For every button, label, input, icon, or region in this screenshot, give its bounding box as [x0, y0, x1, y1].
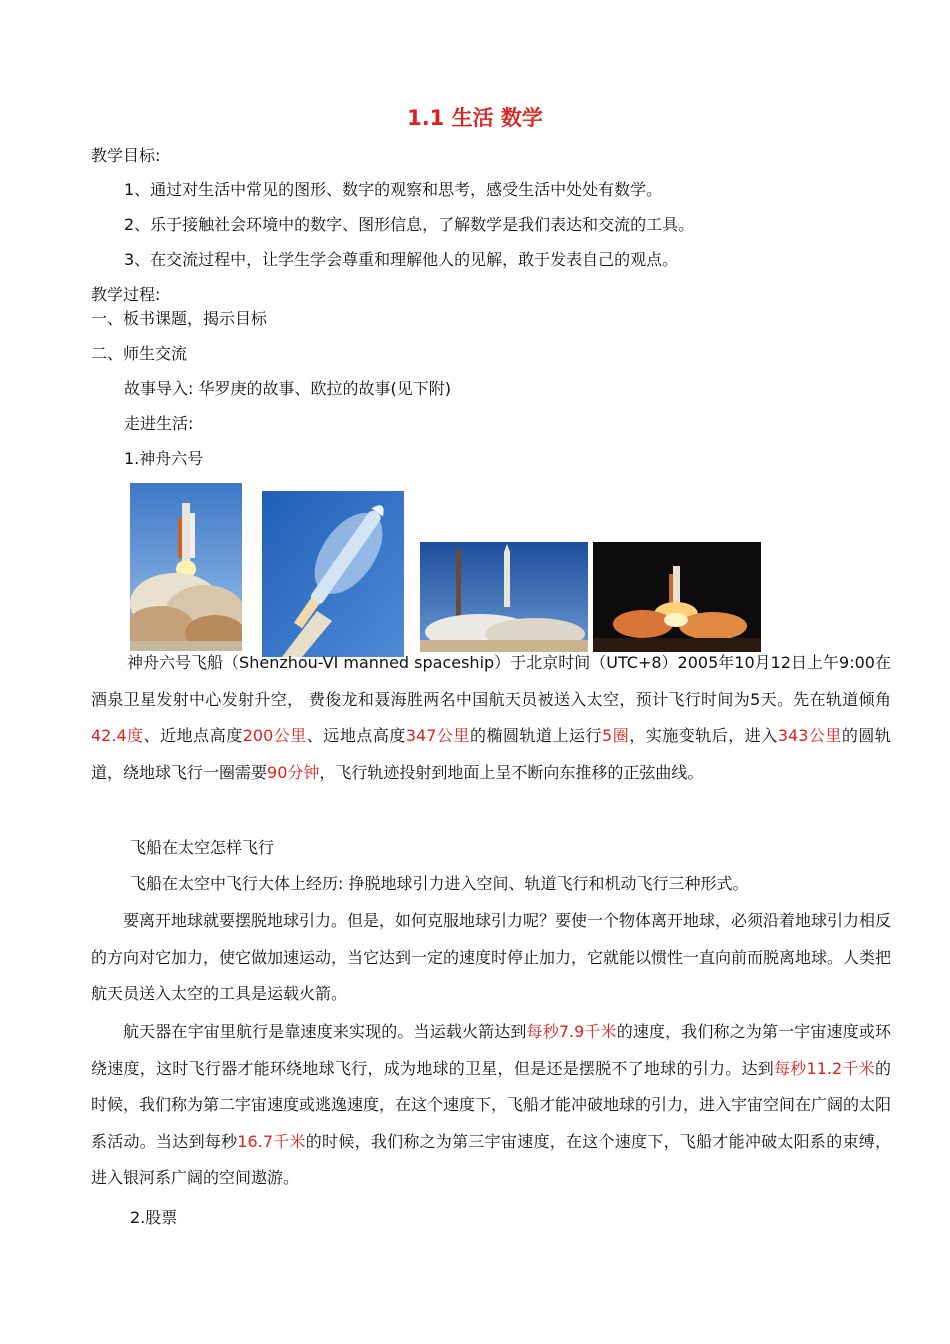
text-run: 航天器在宇宙里航行是靠速度来实现的。当运载火箭达到 — [123, 1022, 527, 1041]
highlight-value: 343公里 — [777, 726, 842, 745]
item-1-heading: 1.神舟六号 — [124, 449, 204, 468]
fly-heading: 飞船在太空怎样飞行 — [130, 838, 275, 857]
shenzhou-paragraph — [91, 645, 891, 791]
process-heading: 教学过程: — [91, 285, 161, 304]
highlight-value: 16.7千米 — [237, 1131, 306, 1151]
text-run: 的速度，我们称之为第一宇宙速度或环绕速度，这时飞行器才能环绕地球飞行，成为地球的卫星，但是还是摆脱不了地球的引力。达到 — [91, 1022, 891, 1078]
night-launch-image — [593, 542, 761, 652]
text-run: 、近地点高度 — [143, 726, 243, 745]
item-2-heading: 2.股票 — [130, 1208, 178, 1227]
highlight-value: 347公里 — [405, 726, 470, 745]
fly-text: 飞船在太空中飞行大体上经历: 挣脱地球引力进入空间、轨道飞行和机动飞行三种形式。 — [130, 874, 749, 893]
highlight-value: 90分钟 — [267, 762, 320, 782]
text-run: 神舟六号飞船（Shenzhou-VI manned spaceship）于北京时间（UTC+8）2005年10月12日上午9:00在酒泉卫星发射中心发射升空， 费俊龙和聂海胜两名中国航天员被送入太空，预计飞行时间为5天。先在轨道倾角 — [91, 653, 891, 709]
text-run: ，实施变轨后，进入 — [629, 726, 778, 745]
text-run: 的圆轨道，绕地球飞行一圈需要 — [91, 726, 891, 782]
highlight-value: 每秒7.9千米 — [526, 1022, 617, 1041]
story-intro: 故事导入: 华罗庚的故事、欧拉的故事(见下附) — [124, 379, 451, 398]
shuttle-launch-image — [130, 483, 242, 651]
highlight-value: 42.4度 — [91, 726, 144, 745]
speed-paragraph — [91, 1014, 891, 1197]
text-run: 、远地点高度 — [306, 726, 406, 745]
page-title: 1.1 生活 数学 — [407, 106, 543, 130]
text-run: 的椭圆轨道上运行 — [469, 726, 603, 745]
text-run: ，飞行轨迹投射到地面上呈不断向东推移的正弦曲线。 — [319, 762, 704, 782]
rocket-separation-image — [262, 491, 404, 657]
highlight-value: 每秒11.2千米 — [774, 1058, 875, 1078]
text-run: 的时候，我们称之为第三宇宙速度，在这个速度下，飞船才能冲破太阳系的束缚，进入银河系广阔的空间遨游。 — [91, 1131, 891, 1187]
launch-pad-image — [420, 542, 588, 652]
goal-item: 3、在交流过程中，让学生学会尊重和理解他人的见解，敢于发表自己的观点。 — [124, 250, 679, 269]
goals-heading: 教学目标: — [91, 146, 161, 165]
step-2: 二、师生交流 — [91, 344, 188, 363]
into-life: 走进生活: — [124, 414, 194, 433]
goal-item: 1、通过对生活中常见的图形、数字的观察和思考，感受生活中处处有数学。 — [124, 180, 663, 199]
gravity-paragraph: 要离开地球就要摆脱地球引力。但是，如何克服地球引力呢？要使一个物体离开地球，必须沿着地球引力相反的方向对它加力，使它做加速运动，当它达到一定的速度时停止加力，它就能以惯性一直向前而脱离地球。人类把航天员送入太空的工具是运载火箭。 — [91, 911, 892, 1003]
highlight-value: 200公里 — [242, 726, 307, 745]
highlight-value: 5圈 — [602, 726, 630, 745]
goal-item: 2、乐于接触社会环境中的数字、图形信息，了解数学是我们表达和交流的工具。 — [124, 215, 695, 234]
text-run: 的时候，我们称为第二宇宙速度或逃逸速度，在这个速度下，飞船才能冲破地球的引力，进入宇宙空间在广阔的太阳系活动。当达到每秒 — [91, 1058, 892, 1151]
step-1: 一、板书课题，揭示目标 — [91, 309, 268, 328]
